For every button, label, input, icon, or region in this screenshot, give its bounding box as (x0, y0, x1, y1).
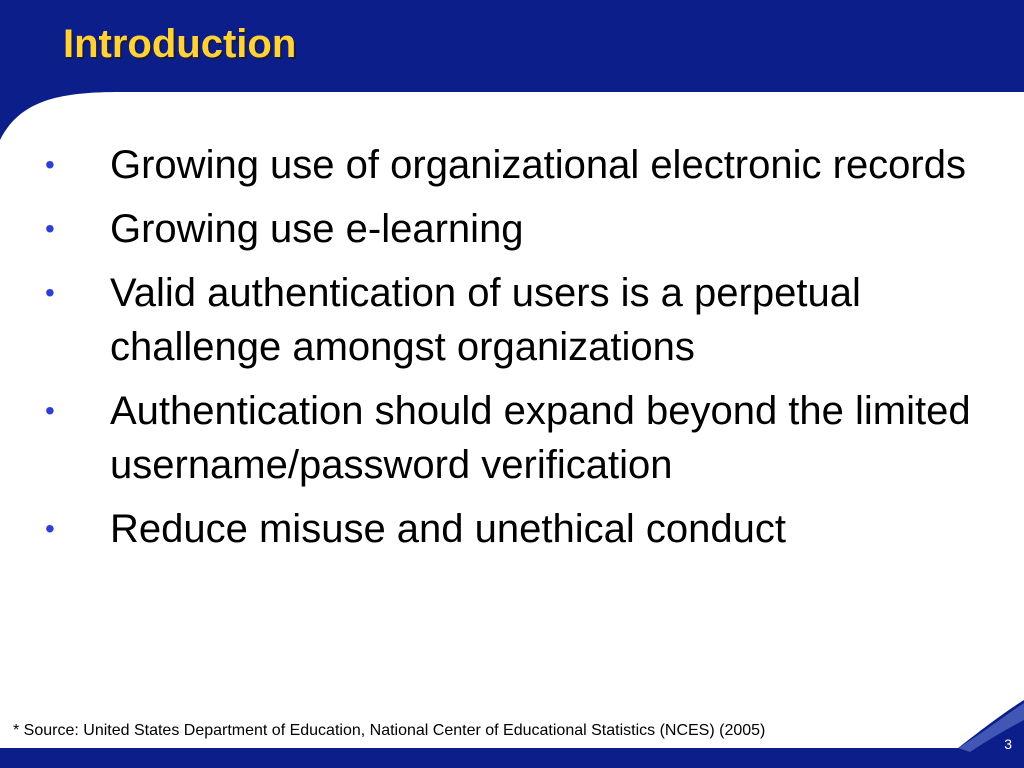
bullet-text: Authentication should expand beyond the limited username/password verification (110, 389, 971, 487)
bullet-item (45, 202, 985, 256)
bullet-item (45, 384, 985, 492)
bullet-text: Growing use of organizational electronic records (110, 143, 966, 187)
bullet-text: Reduce misuse and unethical conduct (110, 507, 786, 551)
slide-title: Introduction (63, 22, 297, 66)
bullet-list (45, 138, 985, 566)
bullet-text: Valid authentication of users is a perpetual challenge amongst organizations (110, 271, 861, 369)
bullet-icon: • (45, 513, 55, 544)
bullet-text: Growing use e-learning (110, 207, 524, 251)
bullet-icon: • (45, 277, 55, 308)
page-number: 3 (1004, 736, 1012, 752)
bullet-icon: • (45, 395, 55, 426)
bullet-item (45, 266, 985, 374)
bullet-item (45, 138, 985, 192)
bullet-icon: • (45, 213, 55, 244)
bullet-icon: • (45, 149, 55, 180)
bullet-item (45, 502, 985, 556)
source-footnote: * Source: United States Department of Education, National Center of Educational Statistics (NCES) (2005) (13, 722, 766, 739)
